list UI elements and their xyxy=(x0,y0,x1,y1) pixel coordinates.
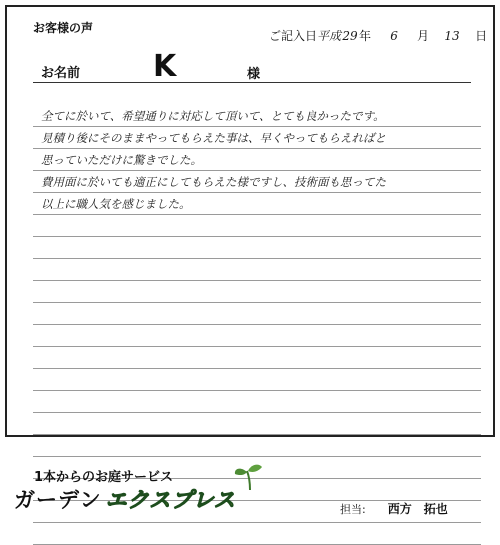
comment-line xyxy=(33,259,481,281)
comment-line xyxy=(33,347,481,369)
comment-line xyxy=(33,369,481,391)
name-label: お名前 xyxy=(41,66,81,81)
name-honorific: 様 xyxy=(247,67,261,82)
comment-line xyxy=(33,105,481,127)
comment-line xyxy=(33,171,481,193)
comment-line xyxy=(33,237,481,259)
date-month: 6 xyxy=(390,29,398,43)
date-day: 13 xyxy=(444,29,460,43)
date-era: 平成 xyxy=(317,29,342,43)
month-suffix: 月 xyxy=(417,29,430,43)
comment-line xyxy=(33,523,481,545)
leaf-sprout-icon xyxy=(232,462,268,492)
staff-name: 西方 拓也 xyxy=(387,502,448,516)
day-suffix: 日 xyxy=(475,29,488,43)
comment-line-text: 以上に職人気を感じました。 xyxy=(41,197,191,211)
comment-line xyxy=(33,127,481,149)
comment-line-text: 見積り後にそのままやってもらえた事は、早くやってもらえればと xyxy=(41,131,386,145)
comment-line xyxy=(33,303,481,325)
comment-line xyxy=(33,413,481,435)
brand-logo xyxy=(14,484,236,514)
comment-line xyxy=(33,391,481,413)
date-row xyxy=(269,27,487,44)
staff-info xyxy=(340,500,448,517)
staff-label: 担当: xyxy=(340,503,366,516)
comment-line xyxy=(33,325,481,347)
comment-line xyxy=(33,281,481,303)
comment-line-text: 全てに於いて、希望通りに対応して頂いて、とても良かったです。 xyxy=(41,109,385,123)
comment-line xyxy=(33,215,481,237)
name-underline xyxy=(33,82,471,83)
brand-name-main: ガーデン xyxy=(14,488,102,512)
year-suffix: 年 xyxy=(359,29,372,43)
customer-name: K xyxy=(153,49,177,84)
comment-line xyxy=(33,193,481,215)
card-title: お客様の声 xyxy=(33,21,94,35)
date-label: ご記入日 xyxy=(269,29,318,43)
brand-name-accent: エクスプレス xyxy=(105,488,236,512)
comment-line-text: 費用面に於いても適正にしてもらえた様ですし、技術面も思ってた xyxy=(41,175,386,189)
footer xyxy=(0,440,500,520)
testimonial-card xyxy=(5,5,495,437)
comment-line xyxy=(33,149,481,171)
date-year: 29 xyxy=(342,29,358,43)
brand-tagline: 1本からのお庭サービス xyxy=(34,470,174,485)
comment-line-text: 思っていただけに驚きでした。 xyxy=(41,153,202,167)
